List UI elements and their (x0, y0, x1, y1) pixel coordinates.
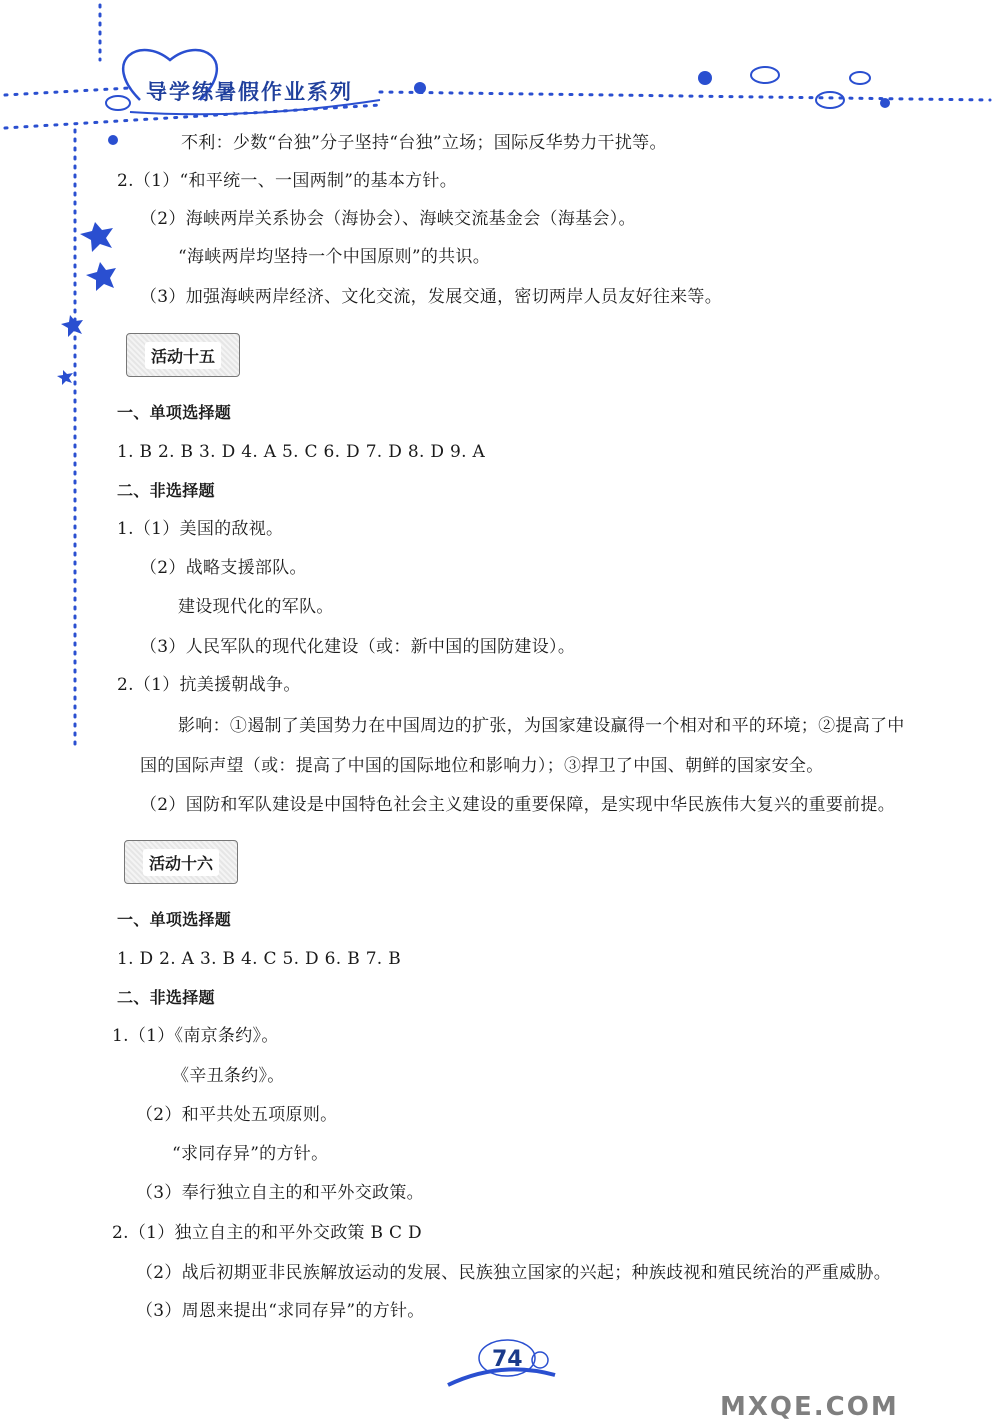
watermark: MXQE.COM (720, 1392, 899, 1422)
answer-line: （3）人民军队的现代化建设（或：新中国的国防建设）。 (140, 637, 576, 657)
answer-line: 建设现代化的军队。 (178, 597, 334, 617)
answer-line: （2）战略支援部队。 (140, 558, 307, 578)
answer-line: “求同存异”的方针。 (172, 1144, 329, 1164)
intro-line: “海峡两岸均坚持一个中国原则”的共识。 (178, 247, 491, 267)
intro-line: （3）加强海峡两岸经济、文化交流，发展交通，密切两岸人员友好往来等。 (140, 287, 723, 307)
activity-15-badge (126, 333, 240, 377)
answer-line: （2）战后初期亚非民族解放运动的发展、民族独立国家的兴起；种族歧视和殖民统治的严重威胁。 (136, 1263, 892, 1283)
bubble-icon (532, 1352, 548, 1368)
answer-line: 国的国际声望（或：提高了中国的国际地位和影响力）；③捍卫了中国、朝鲜的国家安全。 (140, 756, 824, 776)
answer-line: 2.（1）独立自主的和平外交政策 B C D (112, 1223, 422, 1243)
answer-line: 1.（1）美国的敌视。 (117, 519, 284, 539)
header-dotted-line-3 (380, 92, 990, 100)
answer-line: （3）奉行独立自主的和平外交政策。 (136, 1183, 424, 1203)
star-icon (57, 222, 116, 385)
answer-line: 影响：①遏制了美国势力在中国周边的扩张，为国家建设赢得一个相对和平的环境；②提高了中 (178, 716, 905, 736)
answer-line: （3）周恩来提出“求同存异”的方针。 (136, 1301, 425, 1321)
header-dotted-line-2 (5, 105, 380, 128)
header-dotted-line-1 (5, 88, 130, 95)
activity-15-label: 活动十五 (145, 342, 221, 369)
section-title-single-choice: 一、单项选择题 (117, 403, 232, 422)
answer-key: 1. D 2. A 3. B 4. C 5. D 6. B 7. B (117, 949, 402, 969)
answer-line: （2）和平共处五项原则。 (136, 1105, 338, 1125)
intro-line: 2.（1）“和平统一、一国两制”的基本方针。 (117, 171, 458, 191)
activity-16-badge (124, 840, 238, 884)
answer-line: 《辛丑条约》。 (172, 1066, 285, 1086)
section-title-single-choice: 一、单项选择题 (117, 910, 232, 929)
section-title-non-choice: 二、非选择题 (117, 481, 215, 500)
intro-line: （2）海峡两岸关系协会（海协会）、海峡交流基金会（海基会）。 (140, 209, 636, 229)
answer-line: （2）国防和军队建设是中国特色社会主义建设的重要保障，是实现中华民族伟大复兴的重要前提。 (140, 795, 896, 815)
intro-line: 不利：少数“台独”分子坚持“台独”立场；国际反华势力干扰等。 (181, 133, 667, 153)
series-title: 导学练暑假作业系列 (146, 80, 353, 104)
answer-line: 2.（1）抗美援朝战争。 (117, 675, 301, 695)
activity-16-label: 活动十六 (143, 849, 219, 876)
section-title-non-choice: 二、非选择题 (117, 988, 215, 1007)
answer-line: 1.（1）《南京条约》。 (112, 1026, 279, 1046)
answer-key: 1. B 2. B 3. D 4. A 5. C 6. D 7. D 8. D 9. A (117, 442, 486, 462)
page-number: 74 (492, 1347, 523, 1372)
